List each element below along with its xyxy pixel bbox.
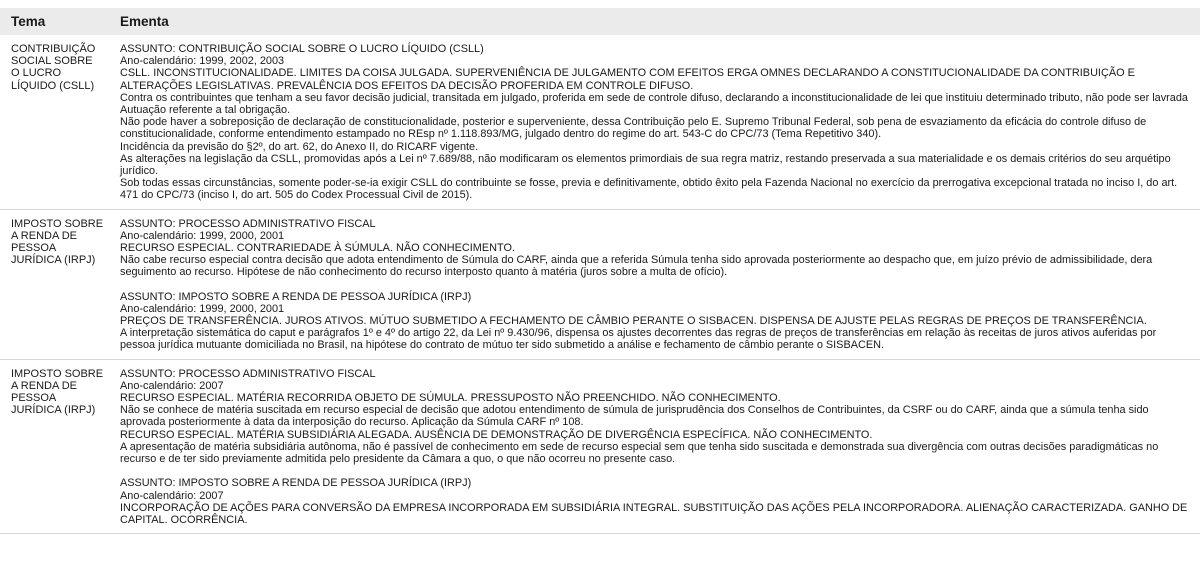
ementa-line: As alterações na legislação da CSLL, promovidas após a Lei nº 7.689/88, não modificaram os elementos primordiais de sua regra matriz, restando preservada a sua materialidade e os demais critérios do seu arquétipo jurídico.: [120, 152, 1171, 178]
assunto-line: ASSUNTO: PROCESSO ADMINISTRATIVO FISCAL: [120, 367, 376, 380]
ementa-line: Contra os contribuintes que tenham a seu favor decisão judicial, transitada em julgado, proferida em sede de controle difuso, declarando a inconstitucionalidade de lei que instituiu determinado tributo, não pode ser lavrada Autuação referente a tal obrigação.: [120, 91, 1188, 117]
ementa-line: RECURSO ESPECIAL. MATÉRIA RECORRIDA OBJETO DE SÚMULA. PRESSUPOSTO NÃO PREENCHIDO. NÃO CONHECIMENTO.: [120, 392, 781, 405]
header-tema: Tema: [11, 14, 46, 29]
ementa-line: Não pode haver a sobreposição de declaração de constitucionalidade, posterior e superveniente, dessa Contribuição pelo E. Supremo Tribunal Federal, sob pena de esvaziamento da eficácia do controle difuso de constitucionalidade, conforme entendimento estampado no REsp nº 1.118.893/MG, julgado dentro do regime do art. 543-C do CPC/73 (Tema Repetitivo 340).: [120, 116, 1147, 141]
ementa-block: [120, 291, 1192, 352]
ementa-line: RECURSO ESPECIAL. MATÉRIA SUBSIDIÁRIA ALEGADA. AUSÊNCIA DE DEMONSTRAÇÃO DE DIVERGÊNCIA ESPECÍFICA. NÃO CONHECIMENTO.: [120, 428, 873, 441]
ementa-block: [120, 218, 1192, 279]
table-header: [0, 8, 1200, 35]
assunto-line: ASSUNTO: IMPOSTO SOBRE A RENDA DE PESSOA JURÍDICA (IRPJ): [120, 477, 472, 490]
ementa-cell: [110, 218, 1200, 352]
assunto-line: ASSUNTO: PROCESSO ADMINISTRATIVO FISCAL: [120, 217, 376, 230]
ementa-line: Sob todas essas circunstâncias, somente poder-se-ia exigir CSLL do contribuinte se fosse, previa e definitivamente, obtido êxito pela Fazenda Nacional no exercício da prerrogativa excepcional tratada no inciso I, do art. 471 do CPC/73 (inciso I, do art. 505 do Codex Processual Civil de 2015).: [120, 177, 1178, 202]
ementa-table: [0, 8, 1200, 534]
ementa-cell: [110, 43, 1200, 202]
ementa-line: Ano-calendário: 2007: [120, 489, 224, 502]
ementa-line: CSLL. INCONSTITUCIONALIDADE. LIMITES DA COISA JULGADA. SUPERVENIÊNCIA DE JULGAMENTO COM EFEITOS ERGA OMNES DECLARANDO A CONSTITUCIONALIDADE DA CONTRIBUIÇÃO E ALTERAÇÕES LEGISLATIVAS. PREVALÊNCIA DOS EFEITOS DA DECISÃO PROFERIDA EM CONTROLE DIFUSO.: [120, 67, 1135, 92]
ementa-line: Ano-calendário: 1999, 2002, 2003: [120, 55, 285, 68]
ementa-line: Ano-calendário: 1999, 2000, 2001: [120, 229, 285, 242]
tema-cell: IMPOSTO SOBRE A RENDA DE PESSOA JURÍDICA (IRPJ): [11, 217, 104, 267]
ementa-line: RECURSO ESPECIAL. CONTRARIEDADE À SÚMULA. NÃO CONHECIMENTO.: [120, 242, 515, 255]
ementa-cell: [110, 368, 1200, 526]
assunto-line: ASSUNTO: IMPOSTO SOBRE A RENDA DE PESSOA JURÍDICA (IRPJ): [120, 290, 472, 303]
ementa-line: Não se conhece de matéria suscitada em recurso especial de decisão que adotou entendimento de súmula de jurisprudência dos Conselhos de Contribuintes, da CSRF ou do CARF, ainda que a súmula tenha sido aprovada posteriormente à data da interposição do recurso. Aplicação da Súmula CARF nº 108.: [120, 404, 1149, 429]
assunto-line: ASSUNTO: CONTRIBUIÇÃO SOCIAL SOBRE O LUCRO LÍQUIDO (CSLL): [120, 43, 484, 55]
ementa-line: Ano-calendário: 2007: [120, 379, 224, 392]
ementa-block: [120, 43, 1192, 202]
tema-cell: IMPOSTO SOBRE A RENDA DE PESSOA JURÍDICA (IRPJ): [11, 367, 104, 417]
ementa-line: INCORPORAÇÃO DE AÇÕES PARA CONVERSÃO DA EMPRESA INCORPORADA EM SUBSIDIÁRIA INTEGRAL. SUBSTITUIÇÃO DAS AÇÕES PELA INCORPORADORA. ALIENAÇÃO CARACTERIZADA. GANHO DE CAPITAL. OCORRÊNCIA.: [120, 501, 1188, 526]
table-body: [0, 35, 1200, 534]
ementa-line: Ano-calendário: 1999, 2000, 2001: [120, 302, 285, 315]
ementa-line: Incidência da previsão do §2º, do art. 62, do Anexo II, do RICARF vigente.: [120, 140, 479, 153]
table-row: [0, 35, 1200, 210]
ementa-line: PREÇOS DE TRANSFERÊNCIA. JUROS ATIVOS. MÚTUO SUBMETIDO A FECHAMENTO DE CÂMBIO PERANTE O SISBACEN. DISPENSA DE AJUSTE PELAS REGRAS DE PREÇOS DE TRANSFERÊNCIA.: [120, 315, 1147, 328]
header-ementa: Ementa: [120, 14, 169, 29]
ementa-line: A interpretação sistemática do caput e parágrafos 1º e 4º do artigo 22, da Lei nº 9.430/96, dispensa os ajustes decorrentes das regras de preços de transferências em relação às receitas de juros ativos auferidas por pessoa jurídica mutuante domiciliada no Brasil, na hipótese do contrato de mútuo ter sido submetido a análise e fechamento de câmbio perante o SISBACEN.: [120, 327, 1157, 352]
ementa-block: [120, 477, 1192, 526]
ementa-line: A apresentação de matéria subsidiária autônoma, não é passível de conhecimento em sede de recurso especial sem que tenha sido suscitada e demonstrada sua divergência com outras decisões paradigmáticas no recurso e de ter sido previamente admitida pelo presidente da Câmara a quo, o que não ocorreu no presente caso.: [120, 440, 1159, 466]
ementa-block: [120, 368, 1192, 466]
table-row: [0, 210, 1200, 360]
tema-cell: CONTRIBUIÇÃO SOCIAL SOBRE O LUCRO LÍQUIDO (CSLL): [11, 43, 96, 92]
table-row: [0, 360, 1200, 534]
ementa-line: Não cabe recurso especial contra decisão que adota entendimento de Súmula do CARF, ainda que a referida Súmula tenha sido aprovada posteriormente ao despacho que, em juízo prévio de admissibilidade, dera seguimento ao recurso. Hipótese de não conhecimento do recurso interposto quanto à matéria (juros sobre a multa de ofício).: [120, 254, 1153, 279]
